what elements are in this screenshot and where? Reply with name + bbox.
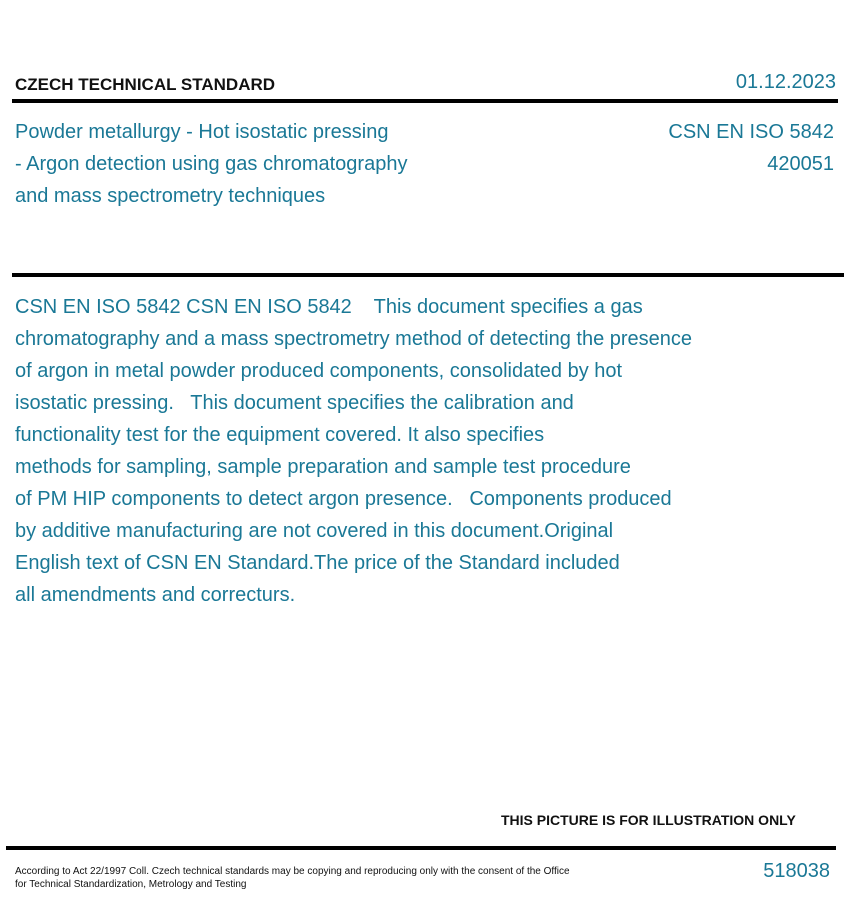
header-label: CZECH TECHNICAL STANDARD [15, 75, 276, 94]
publication-date: 01.12.2023 [735, 71, 836, 93]
standard-codes [668, 116, 834, 180]
illustration-note: THIS PICTURE IS FOR ILLUSTRATION ONLY [501, 812, 796, 828]
footer-divider [6, 846, 836, 850]
document-id: 518038 [763, 860, 830, 882]
abstract-line: of PM HIP components to detect argon presence. Components produced [15, 488, 672, 510]
standard-title-line: - Argon detection using gas chromatography [15, 153, 408, 175]
abstract-line: isostatic pressing. This document specifies the calibration and [15, 392, 574, 414]
abstract-line: English text of CSN EN Standard.The price of the Standard included [15, 552, 620, 574]
class-number: 420051 [767, 153, 834, 175]
abstract-line: all amendments and correcturs. [15, 584, 296, 606]
standard-code: CSN EN ISO 5842 [668, 121, 834, 143]
abstract-line: functionality test for the equipment covered. It also specifies [15, 424, 545, 446]
legal-notice [15, 865, 570, 891]
legal-notice-line: According to Act 22/1997 Coll. Czech technical standards may be copying and reproducing only with the consent of the Office [15, 866, 570, 877]
abstract-line: by additive manufacturing are not covered in this document.Original [15, 520, 614, 542]
standard-title-line: Powder metallurgy - Hot isostatic pressing [15, 121, 389, 143]
standard-title-line: and mass spectrometry techniques [15, 185, 326, 207]
abstract-line: of argon in metal powder produced components, consolidated by hot [15, 360, 623, 382]
abstract-line: chromatography and a mass spectrometry method of detecting the presence [15, 328, 693, 350]
abstract-line: CSN EN ISO 5842 CSN EN ISO 5842 This document specifies a gas [15, 296, 643, 318]
abstract-text [15, 291, 692, 611]
abstract-line: methods for sampling, sample preparation and sample test procedure [15, 456, 631, 478]
header-divider [12, 99, 838, 103]
standard-title [15, 116, 407, 212]
title-divider [12, 273, 844, 277]
legal-notice-line: for Technical Standardization, Metrology and Testing [15, 879, 247, 890]
